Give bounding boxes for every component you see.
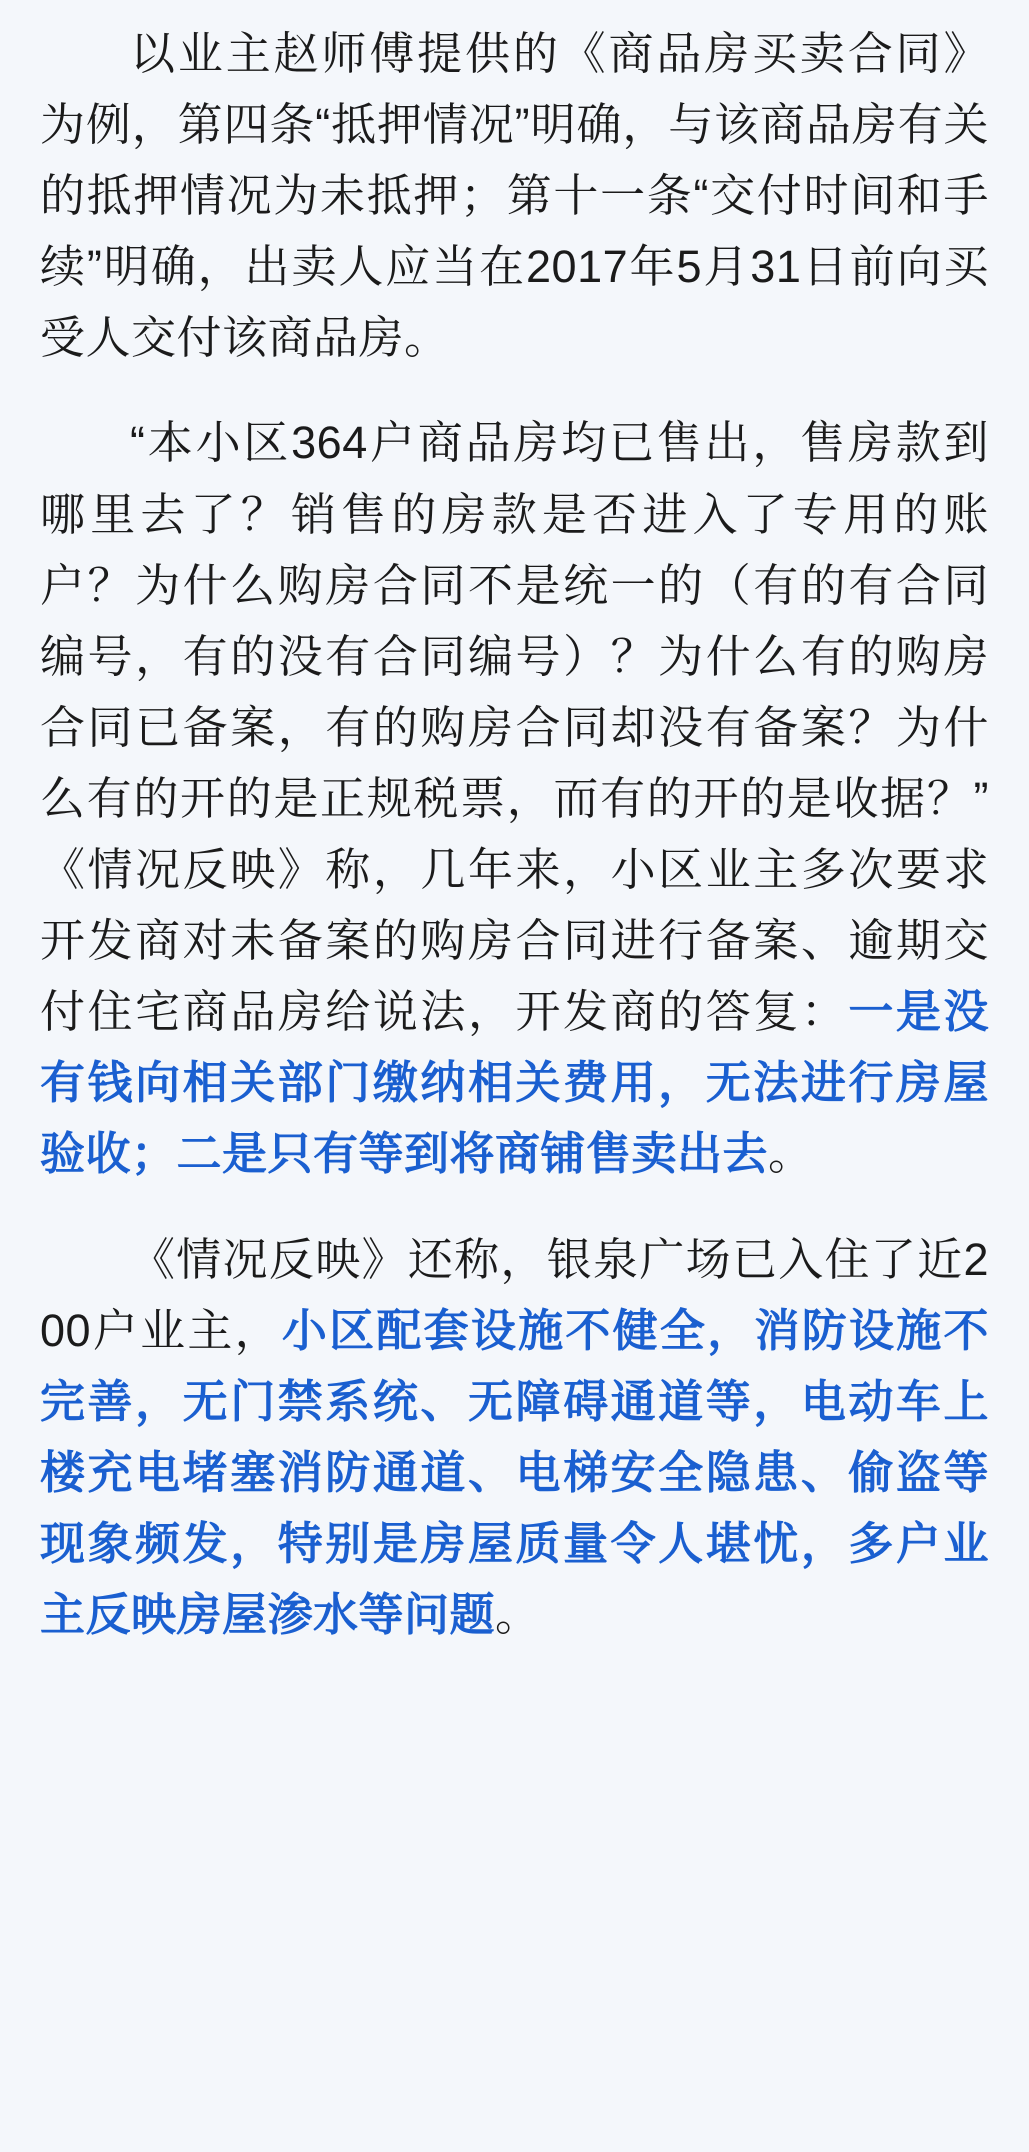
paragraph-3-highlight: 小区配套设施不健全，消防设施不完善，无门禁系统、无障碍通道等，电动车上楼充电堵塞消防通道、电梯安全隐患、偷盗等现象频发，特别是房屋质量令人堪忧，多户业主反映房屋渗水等问题 bbox=[40, 1304, 989, 1640]
paragraph-2-text-tail: 。 bbox=[768, 1128, 814, 1180]
paragraph-2 bbox=[40, 407, 989, 1189]
paragraph-3-text-lead: 《情况反映》还称，银泉广场已入住了近200户业主， bbox=[40, 1233, 989, 1356]
paragraph-1-text: 以业主赵师傅提供的《商品房买卖合同》为例，第四条“抵押情况”明确，与该商品房有关的抵押情况为未抵押；第十一条“交付时间和手续”明确，出卖人应当在2017年5月31日前向买受人交付该商品房。 bbox=[40, 28, 989, 364]
paragraph-3 bbox=[40, 1224, 989, 1651]
paragraph-3-text-tail: 。 bbox=[495, 1588, 541, 1640]
paragraph-1 bbox=[40, 18, 989, 373]
paragraph-2-highlight: 一是没有钱向相关部门缴纳相关费用，无法进行房屋验收；二是只有等到将商铺售卖出去 bbox=[40, 986, 989, 1180]
paragraph-2-text-lead: “本小区364户商品房均已售出，售房款到哪里去了？销售的房款是否进入了专用的账户？为什么购房合同不是统一的（有的有合同编号，有的没有合同编号）？为什么有的购房合同已备案，有的购房合同却没有备案？为什么有的开的是正规税票，而有的开的是收据？”《情况反映》称，几年来，小区业主多次要求开发商对未备案的购房合同进行备案、逾期交付住宅商品房给说法，开发商的答复： bbox=[40, 417, 989, 1038]
